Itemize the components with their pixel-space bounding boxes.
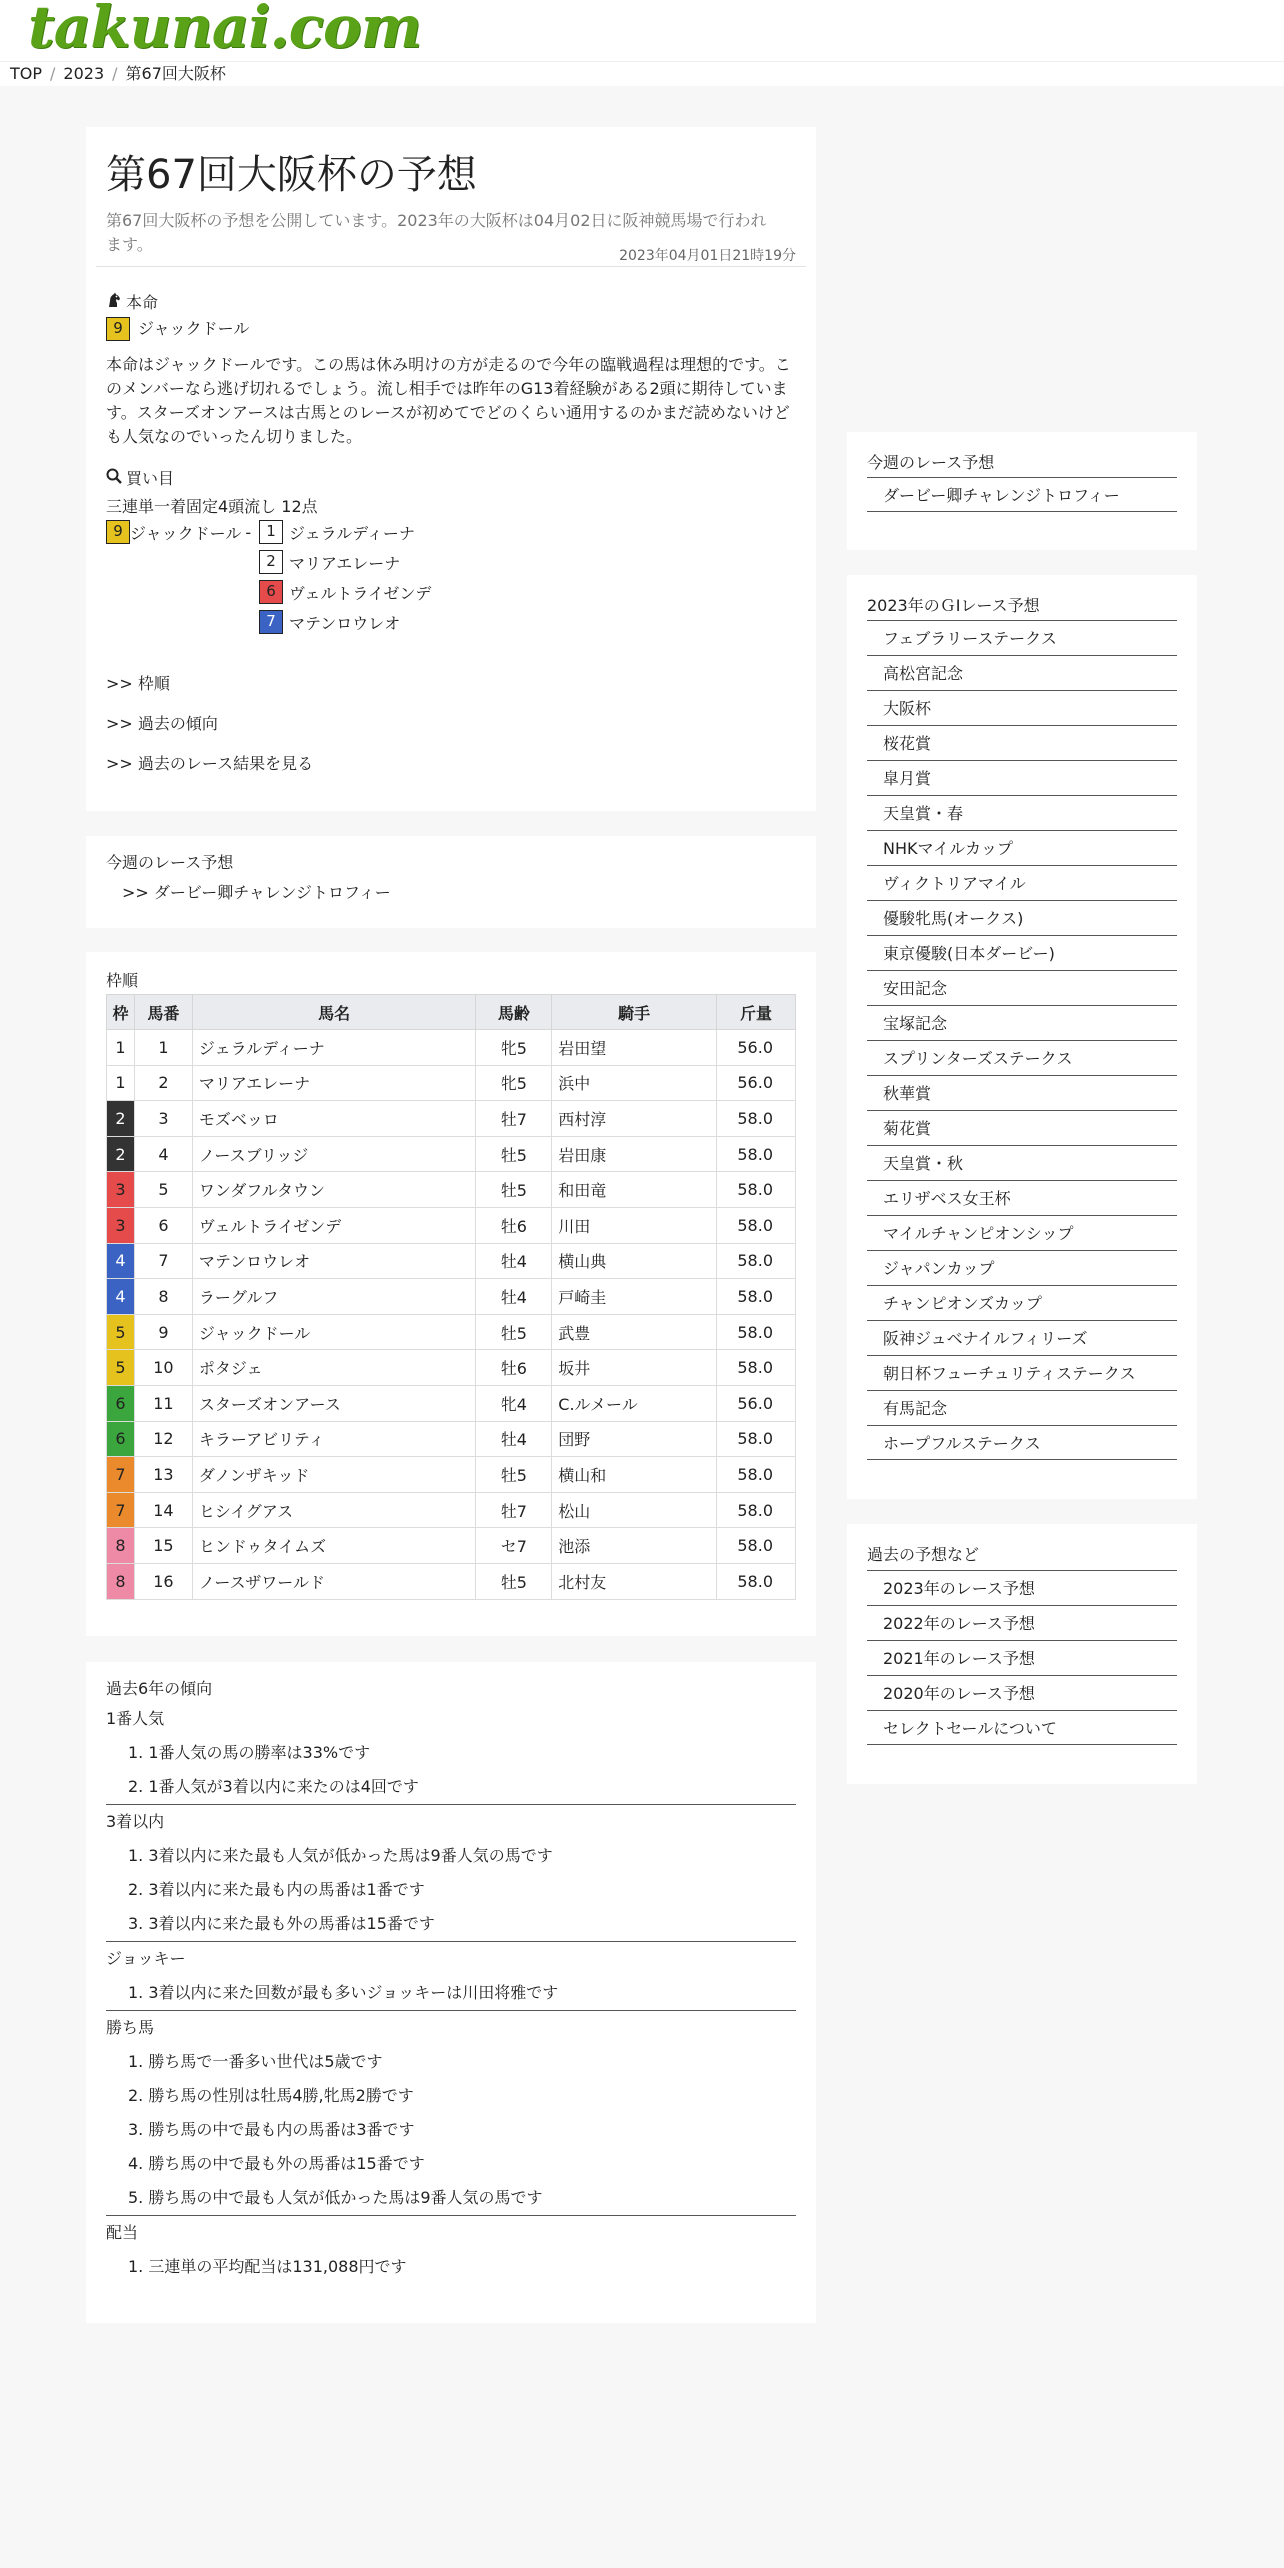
article-lead: 第67回大阪杯の予想を公開しています。2023年の大阪杯は04月02日に阪神競馬場で行われます。 — [106, 211, 767, 254]
jockey-cell: 岩田望 — [552, 1030, 717, 1066]
age-cell: セ7 — [476, 1528, 552, 1564]
age-cell: 牡4 — [476, 1243, 552, 1279]
site-header — [0, 0, 1284, 62]
kaime-description: 三連単一着固定4頭流し 12点 — [106, 497, 318, 516]
horse-name-cell: ノースザワールド — [192, 1563, 476, 1599]
weight-cell: 58.0 — [716, 1350, 795, 1386]
sidebar-weekly-title: 今週のレース予想 — [867, 453, 995, 472]
partner-number-badge: 6 — [259, 580, 283, 604]
weekly-race-panel — [86, 836, 816, 928]
sidebar-link-item[interactable]: エリザベス女王杯 — [867, 1180, 1177, 1215]
trend-item: 2. 1番人気が3着以内に来たのは4回です — [128, 1777, 419, 1796]
weight-cell: 58.0 — [716, 1457, 795, 1493]
trend-group-heading: ジョッキー — [106, 1949, 186, 1968]
table-row — [107, 1136, 796, 1172]
jockey-cell: 池添 — [552, 1528, 717, 1564]
jockey-cell: 武豊 — [552, 1314, 717, 1350]
breadcrumb-current: 第67回大阪杯 — [125, 64, 226, 83]
divider — [96, 266, 806, 267]
entries-panel — [86, 952, 816, 1636]
trend-item: 2. 勝ち馬の性別は牡馬4勝,牝馬2勝です — [128, 2086, 414, 2105]
sidebar-link-item[interactable]: ジャパンカップ — [867, 1250, 1177, 1285]
kaime-section — [106, 467, 318, 519]
link-entries[interactable]: >> 枠順 — [106, 674, 170, 693]
sidebar-weekly-panel — [847, 432, 1197, 550]
sidebar-past-title: 過去の予想など — [867, 1545, 980, 1564]
table-row — [107, 1314, 796, 1350]
umaban-cell: 7 — [134, 1243, 192, 1279]
partner-horse-name: マテンロウレオ — [289, 613, 401, 633]
waku-cell: 2 — [107, 1101, 135, 1137]
waku-cell: 5 — [107, 1314, 135, 1350]
trend-item: 5. 勝ち馬の中で最も人気が低かった馬は9番人気の馬です — [128, 2188, 543, 2207]
table-header-row — [107, 995, 796, 1030]
table-row — [107, 1279, 796, 1315]
age-cell: 牡5 — [476, 1563, 552, 1599]
horse-name-cell: キラーアビリティ — [192, 1421, 476, 1457]
table-row — [107, 1457, 796, 1493]
header-age: 馬齢 — [476, 995, 552, 1030]
honmei-section — [106, 291, 249, 341]
weight-cell: 58.0 — [716, 1101, 795, 1137]
table-row — [107, 1243, 796, 1279]
jockey-cell: C.ルメール — [552, 1385, 717, 1421]
jockey-cell: 岩田康 — [552, 1136, 717, 1172]
sidebar-link-item[interactable]: 阪神ジュベナイルフィリーズ — [867, 1320, 1177, 1355]
waku-cell: 3 — [107, 1172, 135, 1208]
trend-group-heading: 配当 — [106, 2223, 139, 2242]
horse-name-cell: ヒシイグアス — [192, 1492, 476, 1528]
publish-date: 2023年04月01日21時19分 — [619, 248, 796, 264]
jockey-cell: 西村淳 — [552, 1101, 717, 1137]
sidebar-link-item[interactable]: フェブラリーステークス — [867, 620, 1177, 655]
umaban-cell: 2 — [134, 1065, 192, 1101]
age-cell: 牡4 — [476, 1279, 552, 1315]
age-cell: 牝4 — [476, 1385, 552, 1421]
sidebar-link-item[interactable]: 天皇賞・春 — [867, 795, 1177, 830]
sidebar-link-item[interactable]: 皐月賞 — [867, 760, 1177, 795]
jockey-cell: 和田竜 — [552, 1172, 717, 1208]
header-horse-name: 馬名 — [192, 995, 476, 1030]
breadcrumb-year[interactable]: 2023 — [63, 64, 105, 83]
bet-axis — [106, 519, 255, 545]
table-row — [107, 1528, 796, 1564]
umaban-cell: 5 — [134, 1172, 192, 1208]
weight-cell: 58.0 — [716, 1563, 795, 1599]
horse-name-cell: スターズオンアース — [192, 1385, 476, 1421]
table-row — [107, 1421, 796, 1457]
trend-group-heading: 1番人気 — [106, 1709, 165, 1728]
trend-item: 4. 勝ち馬の中で最も外の馬番は15番です — [128, 2154, 425, 2173]
sidebar-link-item[interactable]: 2020年のレース予想 — [867, 1675, 1177, 1710]
trend-item: 2. 3着以内に来た最も内の馬番は1番です — [128, 1880, 425, 1899]
sidebar-link-item[interactable]: マイルチャンピオンシップ — [867, 1215, 1177, 1250]
article-panel — [86, 127, 816, 811]
umaban-cell: 1 — [134, 1030, 192, 1066]
sidebar-past-list — [867, 1570, 1177, 1745]
table-row — [107, 1207, 796, 1243]
waku-cell: 7 — [107, 1457, 135, 1493]
weight-cell: 56.0 — [716, 1065, 795, 1101]
weight-cell: 56.0 — [716, 1030, 795, 1066]
umaban-cell: 16 — [134, 1563, 192, 1599]
trend-group-heading: 勝ち馬 — [106, 2018, 155, 2037]
sidebar-link-item[interactable]: ヴィクトリアマイル — [867, 865, 1177, 900]
table-row — [107, 1563, 796, 1599]
header-umaban: 馬番 — [134, 995, 192, 1030]
breadcrumb-top[interactable]: TOP — [10, 64, 43, 83]
axis-separator: - — [245, 522, 252, 542]
age-cell: 牡7 — [476, 1492, 552, 1528]
weight-cell: 58.0 — [716, 1243, 795, 1279]
waku-cell: 7 — [107, 1492, 135, 1528]
sidebar-link-item[interactable]: 秋華賞 — [867, 1075, 1177, 1110]
waku-cell: 4 — [107, 1243, 135, 1279]
partner-number-badge: 1 — [259, 520, 283, 544]
waku-cell: 1 — [107, 1065, 135, 1101]
horse-name-cell: モズベッロ — [192, 1101, 476, 1137]
trends-list — [106, 1702, 796, 2284]
sidebar-link-item[interactable]: NHKマイルカップ — [867, 830, 1177, 865]
sidebar-g1-panel — [847, 575, 1197, 1499]
horse-name-cell: ジェラルディーナ — [192, 1030, 476, 1066]
sidebar-g1-list — [867, 620, 1177, 1460]
header-waku: 枠 — [107, 995, 135, 1030]
trend-item: 1. 3着以内に来た最も人気が低かった馬は9番人気の馬です — [128, 1846, 553, 1865]
waku-cell: 5 — [107, 1350, 135, 1386]
waku-cell: 2 — [107, 1136, 135, 1172]
age-cell: 牝5 — [476, 1065, 552, 1101]
sidebar-link-item[interactable]: 天皇賞・秋 — [867, 1145, 1177, 1180]
waku-cell: 1 — [107, 1030, 135, 1066]
age-cell: 牡6 — [476, 1207, 552, 1243]
sidebar-link-item[interactable]: 2022年のレース予想 — [867, 1605, 1177, 1640]
jockey-cell: 戸崎圭 — [552, 1279, 717, 1315]
waku-cell: 3 — [107, 1207, 135, 1243]
horse-name-cell: ダノンザキッド — [192, 1457, 476, 1493]
jockey-cell: 北村友 — [552, 1563, 717, 1599]
partner-horse-name: ヴェルトライゼンデ — [289, 583, 432, 603]
umaban-cell: 6 — [134, 1207, 192, 1243]
honmei-number-badge: 9 — [106, 317, 130, 341]
honmei-horse-name: ジャックドール — [138, 319, 250, 338]
age-cell: 牡4 — [476, 1421, 552, 1457]
link-trends[interactable]: >> 過去の傾向 — [106, 714, 218, 733]
bet-partner — [259, 519, 415, 545]
sidebar-weekly-list — [867, 477, 1177, 512]
horse-name-cell: マリアエレーナ — [192, 1065, 476, 1101]
weekly-race-link[interactable]: >> ダービー卿チャレンジトロフィー — [122, 883, 391, 902]
horse-icon — [106, 291, 122, 315]
weight-cell: 58.0 — [716, 1528, 795, 1564]
umaban-cell: 10 — [134, 1350, 192, 1386]
trend-item: 1. 三連単の平均配当は131,088円です — [128, 2257, 407, 2276]
bet-partner — [259, 549, 400, 575]
header-weight: 斤量 — [716, 995, 795, 1030]
partner-horse-name: マリアエレーナ — [289, 553, 401, 573]
weight-cell: 58.0 — [716, 1492, 795, 1528]
sidebar-link-item[interactable]: 有馬記念 — [867, 1390, 1177, 1425]
weight-cell: 58.0 — [716, 1207, 795, 1243]
table-row — [107, 1030, 796, 1066]
search-icon — [106, 467, 122, 491]
umaban-cell: 11 — [134, 1385, 192, 1421]
age-cell: 牡6 — [476, 1350, 552, 1386]
trend-item: 3. 勝ち馬の中で最も内の馬番は3番です — [128, 2120, 415, 2139]
waku-cell: 8 — [107, 1528, 135, 1564]
sidebar-link-item[interactable]: 朝日杯フューチュリティステークス — [867, 1355, 1177, 1390]
sidebar-link-item[interactable]: ホープフルステークス — [867, 1425, 1177, 1460]
waku-cell: 4 — [107, 1279, 135, 1315]
weight-cell: 58.0 — [716, 1172, 795, 1208]
jockey-cell: 横山典 — [552, 1243, 717, 1279]
sidebar-link-item[interactable]: 安田記念 — [867, 970, 1177, 1005]
umaban-cell: 3 — [134, 1101, 192, 1137]
entries-table — [106, 994, 796, 1600]
sidebar-link-item[interactable]: 2023年のレース予想 — [867, 1570, 1177, 1605]
sidebar-link-item[interactable]: チャンピオンズカップ — [867, 1285, 1177, 1320]
age-cell: 牡5 — [476, 1136, 552, 1172]
age-cell: 牝5 — [476, 1030, 552, 1066]
horse-name-cell: ヴェルトライゼンデ — [192, 1207, 476, 1243]
trend-item: 1. 3着以内に来た回数が最も多いジョッキーは川田将雅です — [128, 1983, 559, 2002]
breadcrumb-separator: / — [112, 64, 118, 83]
table-row — [107, 1385, 796, 1421]
site-logo[interactable]: takunai.com — [28, 0, 422, 61]
sidebar-weekly-item[interactable]: ダービー卿チャレンジトロフィー — [867, 477, 1177, 512]
breadcrumb — [0, 62, 1284, 86]
umaban-cell: 14 — [134, 1492, 192, 1528]
trends-title: 過去6年の傾向 — [106, 1679, 213, 1698]
trend-group-heading: 3着以内 — [106, 1812, 165, 1831]
umaban-cell: 15 — [134, 1528, 192, 1564]
umaban-cell: 8 — [134, 1279, 192, 1315]
jockey-cell: 川田 — [552, 1207, 717, 1243]
horse-name-cell: ジャックドール — [192, 1314, 476, 1350]
table-row — [107, 1065, 796, 1101]
partner-horse-name: ジェラルディーナ — [289, 523, 415, 543]
waku-cell: 8 — [107, 1563, 135, 1599]
waku-cell: 6 — [107, 1421, 135, 1457]
age-cell: 牡5 — [476, 1172, 552, 1208]
waku-cell: 6 — [107, 1385, 135, 1421]
table-row — [107, 1172, 796, 1208]
trend-item: 3. 3着以内に来た最も外の馬番は15番です — [128, 1914, 435, 1933]
sidebar-link-item[interactable]: 桜花賞 — [867, 725, 1177, 760]
partner-number-badge: 7 — [259, 610, 283, 634]
partner-number-badge: 2 — [259, 550, 283, 574]
umaban-cell: 9 — [134, 1314, 192, 1350]
umaban-cell: 4 — [134, 1136, 192, 1172]
entries-body — [107, 1030, 796, 1600]
jockey-cell: 坂井 — [552, 1350, 717, 1386]
horse-name-cell: ポタジェ — [192, 1350, 476, 1386]
jockey-cell: 浜中 — [552, 1065, 717, 1101]
weight-cell: 56.0 — [716, 1385, 795, 1421]
axis-horse-name: ジャックドール — [130, 523, 242, 543]
age-cell: 牡7 — [476, 1101, 552, 1137]
sidebar-link-item[interactable]: 高松宮記念 — [867, 655, 1177, 690]
umaban-cell: 12 — [134, 1421, 192, 1457]
horse-name-cell: ラーグルフ — [192, 1279, 476, 1315]
table-row — [107, 1101, 796, 1137]
jockey-cell: 横山和 — [552, 1457, 717, 1493]
breadcrumb-separator: / — [50, 64, 56, 83]
link-past-results[interactable]: >> 過去のレース結果を見る — [106, 754, 314, 773]
jockey-cell: 団野 — [552, 1421, 717, 1457]
sidebar-link-item[interactable]: 2021年のレース予想 — [867, 1640, 1177, 1675]
weight-cell: 58.0 — [716, 1279, 795, 1315]
table-row — [107, 1492, 796, 1528]
sidebar-past-panel — [847, 1524, 1197, 1784]
sidebar-link-item[interactable]: 宝塚記念 — [867, 1005, 1177, 1040]
entries-title: 枠順 — [106, 971, 139, 990]
trend-item: 1. 勝ち馬で一番多い世代は5歳です — [128, 2052, 383, 2071]
horse-name-cell: ヒンドゥタイムズ — [192, 1528, 476, 1564]
horse-name-cell: マテンロウレオ — [192, 1243, 476, 1279]
table-row — [107, 1350, 796, 1386]
sidebar-link-item[interactable]: 優駿牝馬(オークス) — [867, 900, 1177, 935]
age-cell: 牡5 — [476, 1457, 552, 1493]
sidebar-g1-title: 2023年のＧⅠレース予想 — [867, 596, 1040, 615]
horse-name-cell: ノースブリッジ — [192, 1136, 476, 1172]
prediction-comment: 本命はジャックドールです。この馬は休み明けの方が走るので今年の臨戦過程は理想的です。このメンバーなら逃げ切れるでしょう。流し相手では昨年のG13着経験がある2頭に期待しています。スターズオンアースは古馬とのレースが初めてでどのくらい通用するのかまだ読めないけども人気なのでいったん切りました。 — [106, 355, 791, 446]
trend-item: 1. 1番人気の馬の勝率は33%です — [128, 1743, 371, 1762]
weight-cell: 58.0 — [716, 1314, 795, 1350]
kaime-label: 買い目 — [126, 469, 175, 488]
bet-partner — [259, 609, 400, 635]
horse-name-cell: ワンダフルタウン — [192, 1172, 476, 1208]
jockey-cell: 松山 — [552, 1492, 717, 1528]
umaban-cell: 13 — [134, 1457, 192, 1493]
header-jockey: 騎手 — [552, 995, 717, 1030]
page-title: 第67回大阪杯の予想 — [106, 152, 477, 198]
weight-cell: 58.0 — [716, 1421, 795, 1457]
weight-cell: 58.0 — [716, 1136, 795, 1172]
age-cell: 牡5 — [476, 1314, 552, 1350]
weekly-title: 今週のレース予想 — [106, 853, 234, 872]
sidebar-link-item[interactable]: 菊花賞 — [867, 1110, 1177, 1145]
sidebar-link-item[interactable]: 大阪杯 — [867, 690, 1177, 725]
honmei-label: 本命 — [126, 293, 159, 312]
axis-number-badge: 9 — [106, 520, 130, 544]
sidebar-link-item[interactable]: 東京優駿(日本ダービー) — [867, 935, 1177, 970]
trends-panel — [86, 1662, 816, 2323]
bet-partner — [259, 579, 431, 605]
sidebar-link-item[interactable]: スプリンターズステークス — [867, 1040, 1177, 1075]
sidebar-link-item[interactable]: セレクトセールについて — [867, 1710, 1177, 1745]
